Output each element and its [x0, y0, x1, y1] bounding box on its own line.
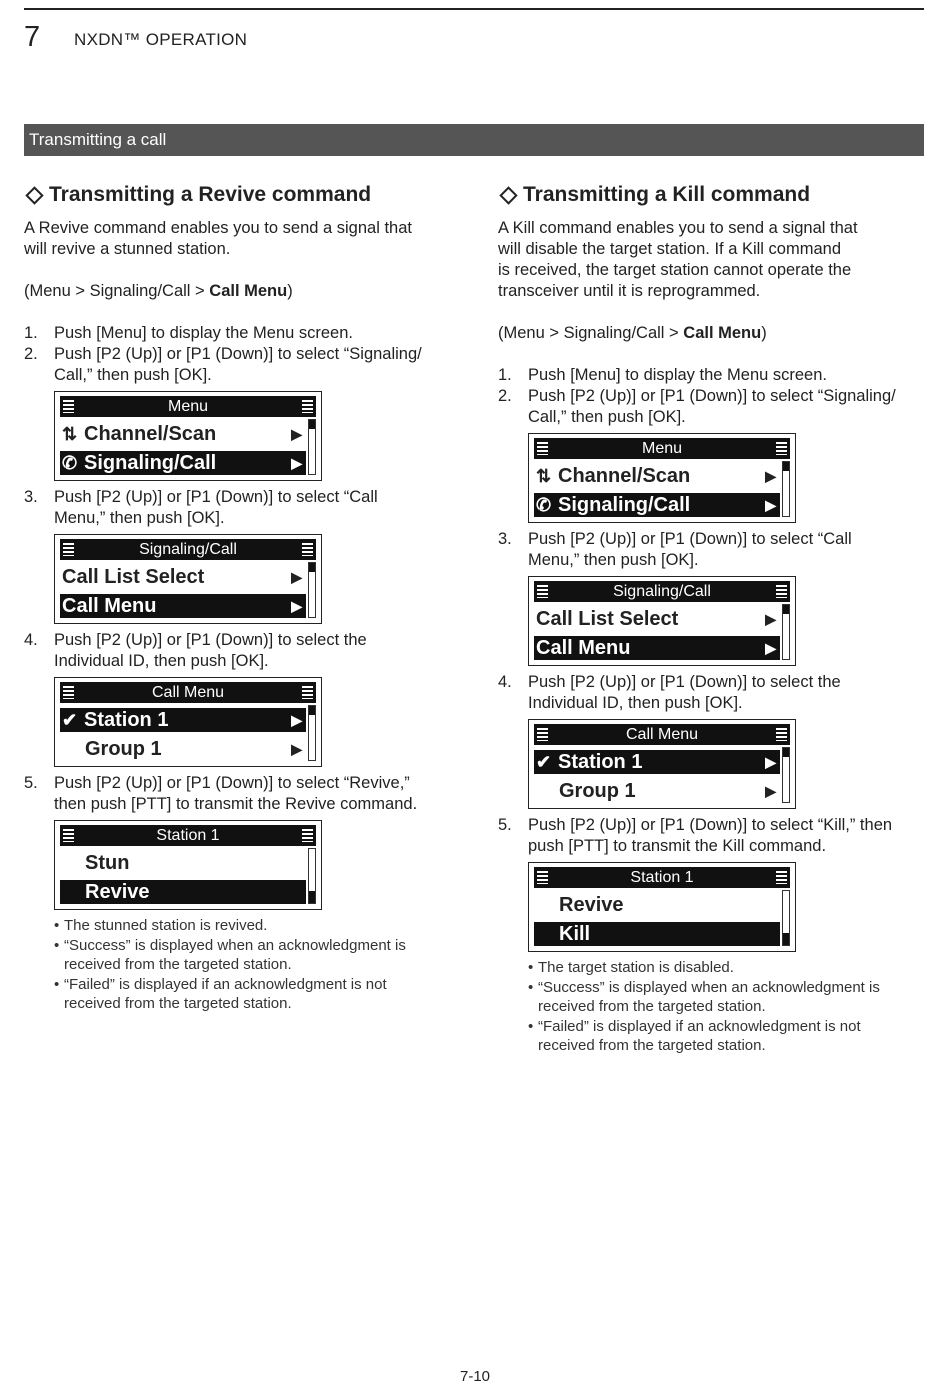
lcd-row-channel-scan: ⇅ Channel/Scan ▶	[60, 422, 306, 446]
lcd-row-revive: Revive	[559, 894, 624, 916]
left-step-1: 1. Push [Menu] to display the Menu screen.	[24, 324, 353, 342]
right-intro: A Kill command enables you to send a signal that will disable the target station. If a Kill command is received, the target station cannot operate the transceiver until it is reprogrammed.	[498, 219, 858, 300]
menu-bars-icon	[302, 829, 313, 842]
scrollbar	[782, 747, 790, 803]
lcd-call-menu-screen: Call Menu ✔ Station 1 ▶ Group 1 ▶	[528, 719, 796, 809]
menu-bars-icon	[63, 686, 74, 699]
diamond-icon	[25, 186, 43, 204]
arrow-right-icon: ▶	[291, 598, 302, 614]
lcd-row-signaling-call: ✆ Signaling/Call ▶	[534, 493, 780, 517]
arrow-right-icon: ▶	[765, 611, 776, 627]
note-item: • The stunned station is revived.	[54, 917, 268, 934]
lcd-row-call-list-select: Call List Select ▶	[534, 607, 780, 631]
scrollbar	[782, 461, 790, 517]
note-item: • “Success” is displayed when an acknowledgment is received from the targeted station.	[54, 936, 406, 973]
arrow-right-icon: ▶	[765, 783, 776, 799]
scrollbar	[308, 562, 316, 618]
phone-icon: ✆	[536, 495, 552, 515]
lcd-row-kill: Kill	[534, 922, 780, 946]
right-step-5: 5. Push [P2 (Up)] or [P1 (Down)] to select “Kill,” then push [PTT] to transmit the Kill command.	[498, 816, 893, 855]
arrow-right-icon: ▶	[291, 569, 302, 585]
left-column	[24, 182, 454, 1014]
left-step-3: 3. Push [P2 (Up)] or [P1 (Down)] to select “Call Menu,” then push [OK].	[24, 488, 378, 527]
note-item: • The target station is disabled.	[528, 959, 734, 976]
scrollbar	[782, 890, 790, 946]
lcd-menu-screen: Menu ⇅ Channel/Scan ▶ ✆ Signaling/Call ▶	[54, 391, 322, 481]
arrow-right-icon: ▶	[765, 754, 776, 770]
right-heading: Transmitting a Kill command	[498, 182, 928, 208]
menu-bars-icon	[302, 543, 313, 556]
arrow-right-icon: ▶	[765, 497, 776, 513]
lcd-station-screen: Station 1 Stun Revive	[54, 820, 322, 910]
arrow-right-icon: ▶	[291, 455, 302, 471]
arrow-right-icon: ▶	[765, 468, 776, 484]
right-step-2: 2. Push [P2 (Up)] or [P1 (Down)] to select “Signaling/ Call,” then push [OK].	[498, 387, 896, 426]
right-step-1: 1. Push [Menu] to display the Menu screen.	[498, 366, 827, 384]
left-notes	[54, 916, 454, 1014]
checkmark-icon: ✔	[62, 710, 78, 730]
chapter-title: NXDN™ OPERATION	[74, 30, 248, 49]
lcd-row-channel-scan: ⇅ Channel/Scan ▶	[534, 464, 780, 488]
lcd-row-station-1: ✔ Station 1 ▶	[534, 750, 780, 774]
right-step-3: 3. Push [P2 (Up)] or [P1 (Down)] to select “Call Menu,” then push [OK].	[498, 530, 852, 569]
menu-bars-icon	[537, 871, 548, 884]
lcd-row-signaling-call: ✆ Signaling/Call ▶	[60, 451, 306, 475]
lcd-menu-screen: Menu ⇅ Channel/Scan ▶ ✆ Signaling/Call ▶	[528, 433, 796, 523]
lcd-row-call-list-select: Call List Select ▶	[60, 565, 306, 589]
lcd-row-group-1: Group 1 ▶	[60, 737, 306, 761]
checkmark-icon: ✔	[536, 752, 552, 772]
lcd-row-call-menu: Call Menu ▶	[534, 636, 780, 660]
diamond-icon	[499, 186, 517, 204]
lcd-row-group-1: Group 1 ▶	[534, 779, 780, 803]
menu-bars-icon	[776, 871, 787, 884]
menu-bars-icon	[537, 442, 548, 455]
menu-bars-icon	[302, 400, 313, 413]
left-heading: Transmitting a Revive command	[24, 182, 454, 208]
left-menu-path: (Menu > Signaling/Call > Call Menu)	[24, 282, 293, 300]
arrow-right-icon: ▶	[765, 640, 776, 656]
channel-scan-icon: ⇅	[536, 466, 552, 486]
lcd-call-menu-screen: Call Menu ✔ Station 1 ▶ Group 1 ▶	[54, 677, 322, 767]
left-intro: A Revive command enables you to send a signal that will revive a stunned station.	[24, 219, 412, 258]
left-step-2: 2. Push [P2 (Up)] or [P1 (Down)] to select “Signaling/ Call,” then push [OK].	[24, 345, 422, 384]
menu-bars-icon	[776, 585, 787, 598]
menu-bars-icon	[776, 442, 787, 455]
arrow-right-icon: ▶	[291, 712, 302, 728]
lcd-row-station-1: ✔ Station 1 ▶	[60, 708, 306, 732]
right-menu-path: (Menu > Signaling/Call > Call Menu)	[498, 324, 767, 342]
menu-bars-icon	[776, 728, 787, 741]
lcd-row-stun: Stun	[85, 852, 130, 874]
menu-bars-icon	[63, 829, 74, 842]
menu-bars-icon	[302, 686, 313, 699]
scrollbar	[782, 604, 790, 660]
menu-bars-icon	[63, 543, 74, 556]
lcd-signaling-screen: Signaling/Call Call List Select ▶ Call Menu ▶	[54, 534, 322, 624]
section-title: Transmitting a call	[24, 124, 924, 156]
scrollbar	[308, 419, 316, 475]
scrollbar	[308, 848, 316, 904]
phone-icon: ✆	[62, 453, 78, 473]
menu-bars-icon	[537, 728, 548, 741]
menu-bars-icon	[63, 400, 74, 413]
scrollbar	[308, 705, 316, 761]
arrow-right-icon: ▶	[291, 426, 302, 442]
menu-bars-icon	[537, 585, 548, 598]
header-rule	[24, 8, 924, 10]
lcd-row-call-menu: Call Menu ▶	[60, 594, 306, 618]
right-notes	[528, 958, 928, 1056]
left-step-4: 4. Push [P2 (Up)] or [P1 (Down)] to select the Individual ID, then push [OK].	[24, 631, 367, 670]
page-number: 7-10	[459, 1368, 491, 1385]
left-step-5: 5. Push [P2 (Up)] or [P1 (Down)] to select “Revive,” then push [PTT] to transmit the Revive command.	[24, 774, 418, 813]
lcd-row-revive: Revive	[60, 880, 306, 904]
arrow-right-icon: ▶	[291, 741, 302, 757]
channel-scan-icon: ⇅	[62, 424, 78, 444]
right-step-4: 4. Push [P2 (Up)] or [P1 (Down)] to select the Individual ID, then push [OK].	[498, 673, 841, 712]
note-item: • “Failed” is displayed if an acknowledgment is not received from the targeted station.	[54, 975, 387, 1012]
note-item: • “Success” is displayed when an acknowledgment is received from the targeted station.	[528, 978, 880, 1015]
note-item: • “Failed” is displayed if an acknowledgment is not received from the targeted station.	[528, 1017, 861, 1054]
lcd-signaling-screen: Signaling/Call Call List Select ▶ Call Menu ▶	[528, 576, 796, 666]
chapter-number: 7	[24, 21, 41, 53]
lcd-station-screen: Station 1 Revive Kill	[528, 862, 796, 952]
right-column	[498, 182, 928, 1056]
